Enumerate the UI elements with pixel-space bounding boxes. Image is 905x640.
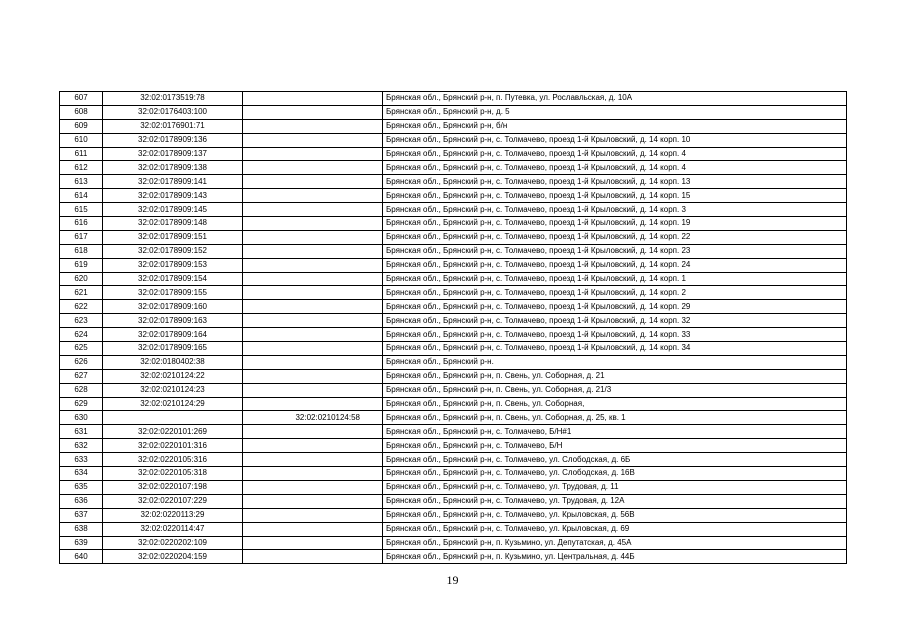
cadastral-number-secondary-cell xyxy=(243,147,383,161)
cadastral-number-secondary-cell xyxy=(243,175,383,189)
row-number-cell: 620 xyxy=(60,272,103,286)
row-number-cell: 629 xyxy=(60,397,103,411)
table-row xyxy=(60,314,847,328)
table-row xyxy=(60,425,847,439)
address-cell: Брянская обл., Брянский р-н, с. Толмачево, проезд 1-й Крыловский, д. 14 корп. 22 xyxy=(383,230,847,244)
row-number-cell: 632 xyxy=(60,439,103,453)
row-number-cell: 612 xyxy=(60,161,103,175)
row-number-cell: 638 xyxy=(60,522,103,536)
cadastral-number-cell: 32:02:0178909:145 xyxy=(103,203,243,217)
cadastral-number-secondary-cell xyxy=(243,189,383,203)
cadastral-number-cell: 32:02:0220105:316 xyxy=(103,453,243,467)
table-row xyxy=(60,175,847,189)
address-cell: Брянская обл., Брянский р-н, с. Толмачево, Б/Н xyxy=(383,439,847,453)
row-number-cell: 634 xyxy=(60,467,103,481)
address-cell: Брянская обл., Брянский р-н, с. Толмачево, проезд 1-й Крыловский, д. 14 корп. 33 xyxy=(383,328,847,342)
cadastral-number-secondary-cell xyxy=(243,522,383,536)
table-row xyxy=(60,453,847,467)
address-cell: Брянская обл., Брянский р-н, с. Толмачево, проезд 1-й Крыловский, д. 14 корп. 1 xyxy=(383,272,847,286)
table-row xyxy=(60,369,847,383)
cadastral-number-secondary-cell xyxy=(243,286,383,300)
address-cell: Брянская обл., Брянский р-н, с. Толмачево, ул. Трудовая, д. 11 xyxy=(383,480,847,494)
address-cell: Брянская обл., Брянский р-н, п. Кузьмино, ул. Депутатская, д. 45А xyxy=(383,536,847,550)
address-cell: Брянская обл., Брянский р-н, с. Толмачево, ул. Слободская, д. 6Б xyxy=(383,453,847,467)
row-number-cell: 609 xyxy=(60,119,103,133)
table-row xyxy=(60,508,847,522)
cadastral-table xyxy=(59,91,847,564)
table-row xyxy=(60,258,847,272)
cadastral-number-cell: 32:02:0220204:159 xyxy=(103,550,243,564)
row-number-cell: 616 xyxy=(60,217,103,231)
cadastral-number-secondary-cell xyxy=(243,397,383,411)
cadastral-number-secondary-cell xyxy=(243,161,383,175)
address-cell: Брянская обл., Брянский р-н, п. Путевка, ул. Рославльская, д. 10А xyxy=(383,92,847,106)
cadastral-number-secondary-cell xyxy=(243,203,383,217)
cadastral-number-cell: 32:02:0178909:148 xyxy=(103,217,243,231)
cadastral-number-cell: 32:02:0178909:164 xyxy=(103,328,243,342)
table-row xyxy=(60,342,847,356)
cadastral-number-secondary-cell xyxy=(243,425,383,439)
cadastral-number-cell: 32:02:0220114:47 xyxy=(103,522,243,536)
table-row xyxy=(60,536,847,550)
cadastral-number-cell: 32:02:0173519:78 xyxy=(103,92,243,106)
cadastral-number-secondary-cell xyxy=(243,244,383,258)
cadastral-number-secondary-cell xyxy=(243,550,383,564)
cadastral-number-cell: 32:02:0178909:143 xyxy=(103,189,243,203)
address-cell: Брянская обл., Брянский р-н, б/н xyxy=(383,119,847,133)
cadastral-number-secondary-cell xyxy=(243,439,383,453)
address-cell: Брянская обл., Брянский р-н, с. Толмачево, Б/Н#1 xyxy=(383,425,847,439)
cadastral-number-cell: 32:02:0178909:152 xyxy=(103,244,243,258)
row-number-cell: 621 xyxy=(60,286,103,300)
cadastral-number-secondary-cell xyxy=(243,467,383,481)
address-cell: Брянская обл., Брянский р-н, с. Толмачево, проезд 1-й Крыловский, д. 14 корп. 34 xyxy=(383,342,847,356)
cadastral-number-cell: 32:02:0178909:137 xyxy=(103,147,243,161)
address-cell: Брянская обл., Брянский р-н. xyxy=(383,355,847,369)
page-number: 19 xyxy=(446,573,459,587)
cadastral-number-cell: 32:02:0220101:269 xyxy=(103,425,243,439)
table-row xyxy=(60,411,847,425)
row-number-cell: 630 xyxy=(60,411,103,425)
row-number-cell: 610 xyxy=(60,133,103,147)
table-row xyxy=(60,161,847,175)
cadastral-number-secondary-cell xyxy=(243,369,383,383)
cadastral-number-secondary-cell xyxy=(243,300,383,314)
address-cell: Брянская обл., Брянский р-н, с. Толмачево, проезд 1-й Крыловский, д. 14 корп. 4 xyxy=(383,147,847,161)
cadastral-number-secondary-cell xyxy=(243,453,383,467)
row-number-cell: 623 xyxy=(60,314,103,328)
cadastral-number-secondary-cell xyxy=(243,355,383,369)
table-row xyxy=(60,217,847,231)
row-number-cell: 637 xyxy=(60,508,103,522)
table-row xyxy=(60,355,847,369)
cadastral-number-secondary-cell xyxy=(243,383,383,397)
row-number-cell: 611 xyxy=(60,147,103,161)
row-number-cell: 622 xyxy=(60,300,103,314)
cadastral-number-secondary-cell xyxy=(243,494,383,508)
row-number-cell: 613 xyxy=(60,175,103,189)
cadastral-number-cell: 32:02:0220202:109 xyxy=(103,536,243,550)
cadastral-number-secondary-cell xyxy=(243,272,383,286)
cadastral-number-cell: 32:02:0220107:229 xyxy=(103,494,243,508)
row-number-cell: 626 xyxy=(60,355,103,369)
row-number-cell: 639 xyxy=(60,536,103,550)
row-number-cell: 617 xyxy=(60,230,103,244)
row-number-cell: 633 xyxy=(60,453,103,467)
address-cell: Брянская обл., Брянский р-н, п. Свень, ул. Соборная, д. 21 xyxy=(383,369,847,383)
address-cell: Брянская обл., Брянский р-н, с. Толмачево, проезд 1-й Крыловский, д. 14 корп. 2 xyxy=(383,286,847,300)
cadastral-number-cell: 32:02:0220105:318 xyxy=(103,467,243,481)
row-number-cell: 625 xyxy=(60,342,103,356)
address-cell: Брянская обл., Брянский р-н, с. Толмачево, проезд 1-й Крыловский, д. 14 корп. 15 xyxy=(383,189,847,203)
row-number-cell: 640 xyxy=(60,550,103,564)
address-cell: Брянская обл., Брянский р-н, с. Толмачево, проезд 1-й Крыловский, д. 14 корп. 32 xyxy=(383,314,847,328)
cadastral-number-secondary-cell xyxy=(243,314,383,328)
cadastral-number-cell: 32:02:0210124:29 xyxy=(103,397,243,411)
row-number-cell: 624 xyxy=(60,328,103,342)
cadastral-number-cell: 32:02:0176403:100 xyxy=(103,105,243,119)
table-row xyxy=(60,328,847,342)
cadastral-number-secondary-cell xyxy=(243,342,383,356)
address-cell: Брянская обл., Брянский р-н, с. Толмачево, ул. Крыловская, д. 69 xyxy=(383,522,847,536)
table-row xyxy=(60,133,847,147)
table-row xyxy=(60,383,847,397)
cadastral-number-secondary-cell xyxy=(243,105,383,119)
cadastral-number-secondary-cell xyxy=(243,119,383,133)
address-cell: Брянская обл., Брянский р-н, п. Свень, ул. Соборная, д. 21/3 xyxy=(383,383,847,397)
cadastral-number-cell: 32:02:0178909:160 xyxy=(103,300,243,314)
address-cell: Брянская обл., Брянский р-н, с. Толмачево, ул. Слободская, д. 16В xyxy=(383,467,847,481)
row-number-cell: 628 xyxy=(60,383,103,397)
address-cell: Брянская обл., Брянский р-н, с. Толмачево, проезд 1-й Крыловский, д. 14 корп. 13 xyxy=(383,175,847,189)
row-number-cell: 615 xyxy=(60,203,103,217)
cadastral-number-cell: 32:02:0180402:38 xyxy=(103,355,243,369)
table-row xyxy=(60,300,847,314)
cadastral-number-cell: 32:02:0178909:155 xyxy=(103,286,243,300)
table-row xyxy=(60,244,847,258)
table-row xyxy=(60,550,847,564)
cadastral-number-cell: 32:02:0220113:29 xyxy=(103,508,243,522)
row-number-cell: 607 xyxy=(60,92,103,106)
address-cell: Брянская обл., Брянский р-н, д. 5 xyxy=(383,105,847,119)
address-cell: Брянская обл., Брянский р-н, с. Толмачево, проезд 1-й Крыловский, д. 14 корп. 29 xyxy=(383,300,847,314)
row-number-cell: 627 xyxy=(60,369,103,383)
address-cell: Брянская обл., Брянский р-н, с. Толмачево, проезд 1-й Крыловский, д. 14 корп. 23 xyxy=(383,244,847,258)
address-cell: Брянская обл., Брянский р-н, с. Толмачево, проезд 1-й Крыловский, д. 14 корп. 4 xyxy=(383,161,847,175)
table-row xyxy=(60,105,847,119)
cadastral-number-secondary-cell xyxy=(243,480,383,494)
cadastral-number-secondary-cell xyxy=(243,258,383,272)
cadastral-number-cell: 32:02:0178909:154 xyxy=(103,272,243,286)
cadastral-number-cell: 32:02:0210124:23 xyxy=(103,383,243,397)
cadastral-number-cell: 32:02:0178909:151 xyxy=(103,230,243,244)
table-row xyxy=(60,203,847,217)
cadastral-number-secondary-cell xyxy=(243,217,383,231)
cadastral-number-cell xyxy=(103,411,243,425)
row-number-cell: 614 xyxy=(60,189,103,203)
table-row xyxy=(60,397,847,411)
cadastral-number-secondary-cell xyxy=(243,328,383,342)
row-number-cell: 619 xyxy=(60,258,103,272)
cadastral-number-secondary-cell xyxy=(243,536,383,550)
table-row xyxy=(60,119,847,133)
address-cell: Брянская обл., Брянский р-н, с. Толмачево, проезд 1-й Крыловский, д. 14 корп. 3 xyxy=(383,203,847,217)
row-number-cell: 618 xyxy=(60,244,103,258)
address-cell: Брянская обл., Брянский р-н, с. Толмачево, проезд 1-й Крыловский, д. 14 корп. 19 xyxy=(383,217,847,231)
table-row xyxy=(60,272,847,286)
table-row xyxy=(60,480,847,494)
table-row xyxy=(60,92,847,106)
row-number-cell: 631 xyxy=(60,425,103,439)
table-body xyxy=(60,92,847,564)
table-row xyxy=(60,230,847,244)
table-row xyxy=(60,147,847,161)
cadastral-number-cell: 32:02:0176901:71 xyxy=(103,119,243,133)
cadastral-number-cell: 32:02:0178909:136 xyxy=(103,133,243,147)
row-number-cell: 608 xyxy=(60,105,103,119)
table-row xyxy=(60,467,847,481)
table-row xyxy=(60,494,847,508)
cadastral-number-secondary-cell xyxy=(243,92,383,106)
row-number-cell: 636 xyxy=(60,494,103,508)
cadastral-number-secondary-cell: 32:02:0210124:58 xyxy=(243,411,383,425)
cadastral-number-cell: 32:02:0210124:22 xyxy=(103,369,243,383)
cadastral-number-cell: 32:02:0178909:141 xyxy=(103,175,243,189)
cadastral-number-cell: 32:02:0178909:163 xyxy=(103,314,243,328)
address-cell: Брянская обл., Брянский р-н, с. Толмачево, проезд 1-й Крыловский, д. 14 корп. 10 xyxy=(383,133,847,147)
cadastral-number-cell: 32:02:0220101:316 xyxy=(103,439,243,453)
table-row xyxy=(60,522,847,536)
cadastral-number-secondary-cell xyxy=(243,508,383,522)
cadastral-number-cell: 32:02:0220107:198 xyxy=(103,480,243,494)
address-cell: Брянская обл., Брянский р-н, с. Толмачево, ул. Крыловская, д. 56В xyxy=(383,508,847,522)
address-cell: Брянская обл., Брянский р-н, с. Толмачево, проезд 1-й Крыловский, д. 14 корп. 24 xyxy=(383,258,847,272)
cadastral-number-secondary-cell xyxy=(243,230,383,244)
cadastral-number-cell: 32:02:0178909:153 xyxy=(103,258,243,272)
address-cell: Брянская обл., Брянский р-н, п. Свень, ул. Соборная, xyxy=(383,397,847,411)
address-cell: Брянская обл., Брянский р-н, п. Свень, ул. Соборная, д. 25, кв. 1 xyxy=(383,411,847,425)
table-row xyxy=(60,439,847,453)
cadastral-number-secondary-cell xyxy=(243,133,383,147)
cadastral-number-cell: 32:02:0178909:138 xyxy=(103,161,243,175)
address-cell: Брянская обл., Брянский р-н, п. Кузьмино, ул. Центральная, д. 44Б xyxy=(383,550,847,564)
cadastral-number-cell: 32:02:0178909:165 xyxy=(103,342,243,356)
table-row xyxy=(60,189,847,203)
row-number-cell: 635 xyxy=(60,480,103,494)
table-row xyxy=(60,286,847,300)
address-cell: Брянская обл., Брянский р-н, с. Толмачево, ул. Трудовая, д. 12А xyxy=(383,494,847,508)
